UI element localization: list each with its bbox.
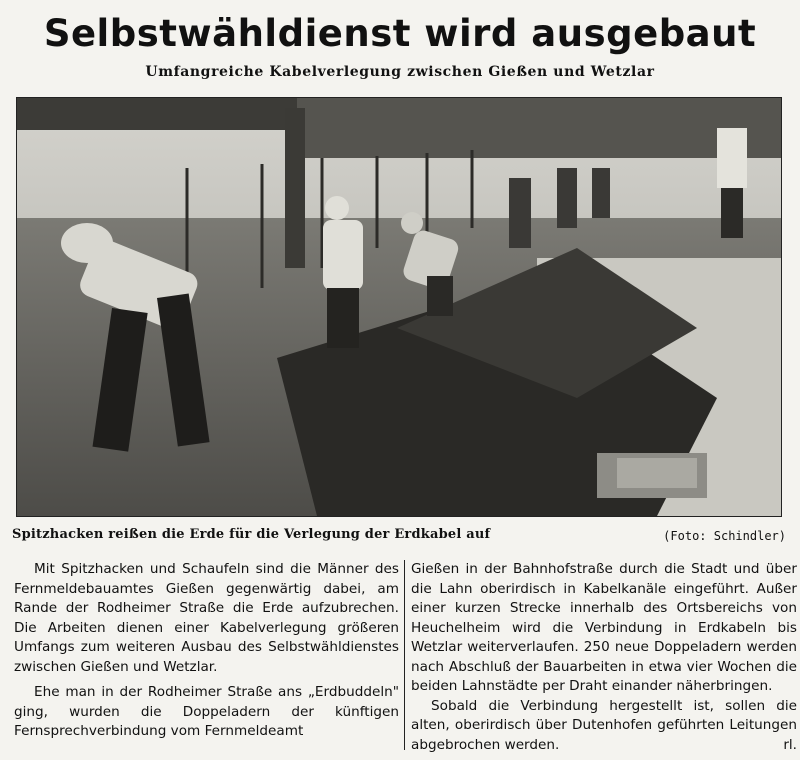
author-signature: rl.: [783, 736, 797, 753]
article-column-2: [411, 560, 797, 755]
column-divider: [404, 560, 405, 750]
headline: Selbstwähldienst wird ausgebaut: [43, 12, 757, 55]
article-paragraph: Gießen in der Bahnhofstraße durch die Stadt und über die Lahn oberirdisch in Kabelkanäle eingeführt. Außer einer kurzen Strecke innerhalb des Ortsbereichs von Heuchelheim wird die Verbindung in Erdkabeln bis Wetzlar weiterverlaufen. 250 neue Doppeladern werden nach Abschluß der Bauarbeiten in etwa vier Wochen die beiden Lahnstädte per Draht einander näherbringen.: [411, 561, 797, 694]
article-paragraph: Mit Spitzhacken und Schaufeln sind die Männer des Fernmeldebauamtes Gießen gegenwärtig dabei, am Rande der Rodheimer Straße die Erde aufzubrechen. Die Arbeiten dienen einer Kabelverlegung größeren Umfangs zum weiteren Ausbau des Selbstwähldienstes zwischen Gießen und Wetzlar.: [14, 561, 399, 675]
article-paragraph: [411, 697, 797, 756]
photo-caption: Spitzhacken reißen die Erde für die Verlegung der Erdkabel auf: [12, 527, 491, 542]
news-photo: [16, 97, 782, 517]
article-column-1: [14, 560, 399, 742]
article-paragraph: Ehe man in der Rodheimer Straße ans „Erdbuddeln" ging, wurden die Doppeladern der künftigen Fernsprechverbindung vom Fernmeldeamt: [14, 684, 399, 739]
photo-illustration: [17, 98, 781, 516]
subheadline: Umfangreiche Kabelverlegung zwischen Gießen und Wetzlar: [145, 64, 655, 80]
article-paragraph-text: Sobald die Verbindung hergestellt ist, sollen die alten, oberirdisch über Dutenhofen geführten Leitungen abgebrochen werden.: [411, 697, 797, 753]
photo-credit: (Foto: Schindler): [663, 529, 786, 543]
